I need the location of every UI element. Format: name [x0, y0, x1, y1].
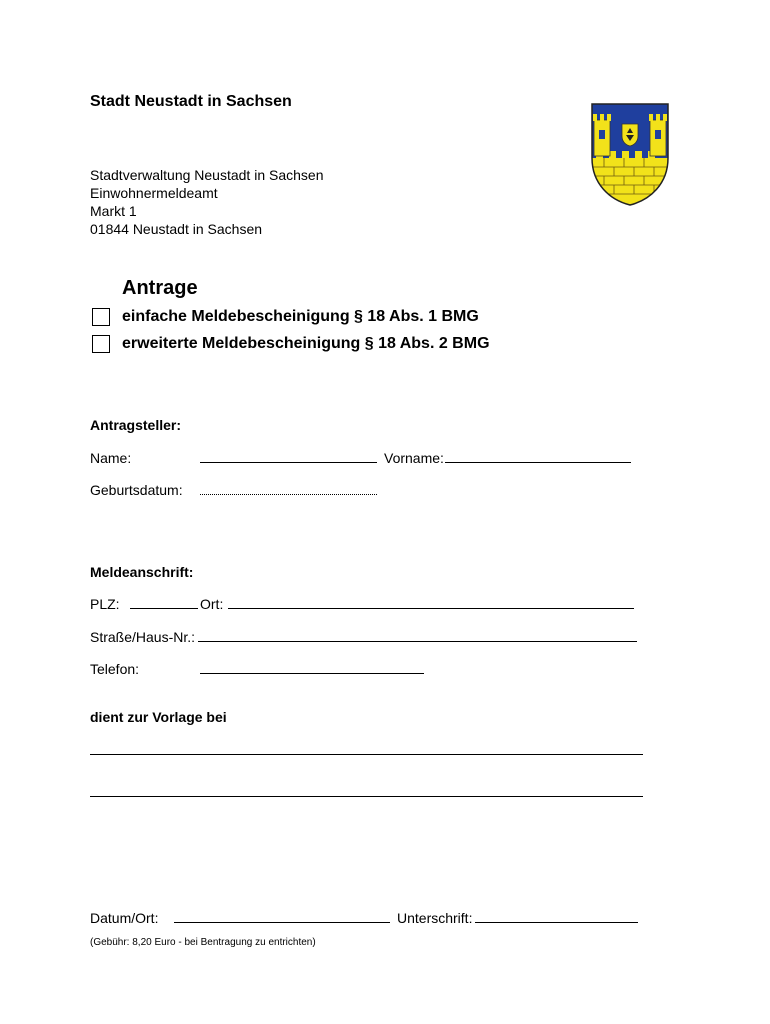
vorlage-heading: dient zur Vorlage bei [90, 709, 227, 725]
antragsteller-heading: Antragsteller: [90, 417, 182, 433]
geburtsdatum-label: Geburtsdatum: [90, 482, 183, 498]
strasse-field[interactable] [198, 641, 637, 642]
address-line: Markt 1 [90, 203, 137, 219]
plz-label: PLZ: [90, 596, 120, 612]
checkbox-erweiterte[interactable] [92, 335, 110, 353]
telefon-field[interactable] [200, 673, 424, 674]
plz-field[interactable] [130, 608, 198, 609]
meldeanschrift-heading: Meldeanschrift: [90, 564, 194, 580]
datum-ort-label: Datum/Ort: [90, 910, 159, 926]
address-line: Einwohnermeldeamt [90, 185, 218, 201]
option-label-einfache: einfache Meldebescheinigung § 18 Abs. 1 BMG [122, 308, 479, 325]
datum-ort-field[interactable] [174, 922, 390, 923]
document-title: Stadt Neustadt in Sachsen [90, 93, 292, 110]
fee-footnote: (Gebühr: 8,20 Euro - bei Bentragung zu entrichten) [90, 937, 316, 948]
coat-of-arms [580, 100, 680, 208]
name-field[interactable] [200, 462, 377, 463]
option-label-erweiterte: erweiterte Meldebescheinigung § 18 Abs. 2 BMG [122, 335, 490, 352]
unterschrift-label: Unterschrift: [397, 910, 473, 926]
ort-field[interactable] [228, 608, 634, 609]
vorname-field[interactable] [445, 462, 631, 463]
address-line: Stadtverwaltung Neustadt in Sachsen [90, 167, 324, 183]
address-line: 01844 Neustadt in Sachsen [90, 221, 263, 237]
vorlage-field-line-1[interactable] [90, 754, 643, 755]
strasse-label: Straße/Haus-Nr.: [90, 629, 196, 645]
geburtsdatum-field[interactable] [200, 494, 377, 495]
antrag-heading: Antrage [122, 277, 198, 299]
telefon-label: Telefon: [90, 661, 140, 677]
name-label: Name: [90, 450, 132, 466]
unterschrift-field[interactable] [475, 922, 638, 923]
checkbox-einfache[interactable] [92, 308, 110, 326]
ort-label: Ort: [200, 596, 224, 612]
vorlage-field-line-2[interactable] [90, 796, 643, 797]
vorname-label: Vorname: [384, 450, 444, 466]
